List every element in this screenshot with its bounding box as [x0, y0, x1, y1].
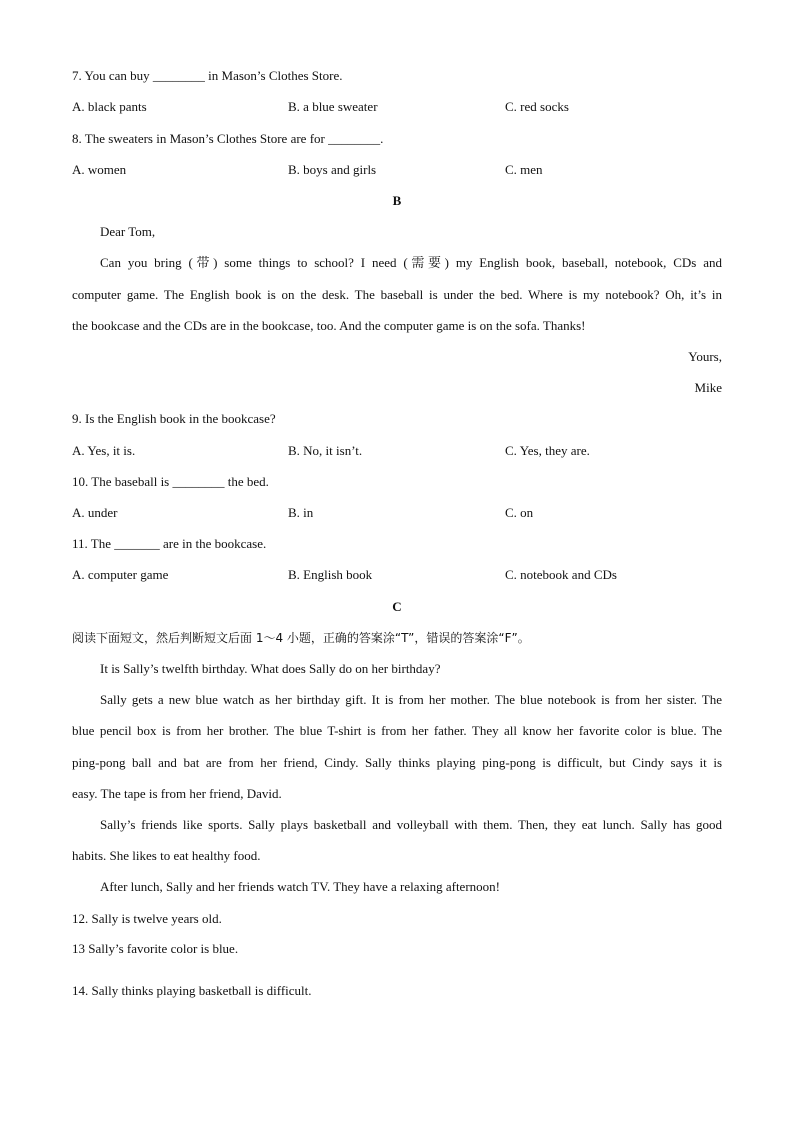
q11-option-c: C. notebook and CDs [505, 567, 617, 582]
statement-12: 12. Sally is twelve years old. [72, 911, 222, 926]
q7-option-a: A. black pants [72, 99, 147, 114]
question-9: 9. Is the English book in the bookcase? [72, 411, 276, 426]
question-7: 7. You can buy ________ in Mason’s Clothes Store. [72, 68, 343, 83]
letter-signature: Mike [694, 380, 722, 395]
q11-option-a: A. computer game [72, 567, 169, 582]
letter-paragraph-line: the bookcase and the CDs are in the bookcase, too. And the computer game is on the sofa. Thanks! [72, 318, 586, 333]
q11-option-b: B. English book [288, 567, 373, 582]
statement-13: 13 Sally’s favorite color is blue. [72, 941, 239, 956]
passage-line: habits. She likes to eat healthy food. [72, 848, 261, 863]
section-c-instruction: 阅读下面短文，然后判断短文后面 1～4 小题，正确的答案涂“T”，错误的答案涂“F”。 [72, 631, 530, 645]
document-page [72, 0, 722, 1123]
letter-greeting: Dear Tom, [100, 224, 156, 239]
statement-14: 14. Sally thinks playing basketball is difficult. [72, 983, 312, 998]
section-c-heading: C [392, 599, 402, 614]
section-b-heading: B [392, 193, 402, 208]
q7-option-b: B. a blue sweater [288, 99, 378, 114]
passage-line: easy. The tape is from her friend, David. [72, 786, 282, 801]
passage-line: Sally’s friends like sports. Sally plays basketball and volleyball with them. Then, they eat lunch. Sally has good [100, 817, 722, 832]
letter-paragraph-line: computer game. The English book is on the desk. The baseball is under the bed. Where is my notebook? Oh, it’s in [72, 287, 722, 302]
letter-paragraph-line: Can you bring (带) some things to school? I need (需要) my English book, baseball, notebook, CDs and [100, 255, 722, 270]
q9-option-a: A. Yes, it is. [72, 443, 136, 458]
passage-line: Sally gets a new blue watch as her birthday gift. It is from her mother. The blue notebook is from her sister. The [100, 692, 722, 707]
q10-option-a: A. under [72, 505, 118, 520]
passage-line: ping-pong ball and bat are from her friend, Cindy. Sally thinks playing ping-pong is difficult, but Cindy says it is [72, 755, 722, 770]
q10-option-b: B. in [288, 505, 314, 520]
passage-paragraph-4: After lunch, Sally and her friends watch TV. They have a relaxing afternoon! [100, 879, 500, 894]
question-11: 11. The _______ are in the bookcase. [72, 536, 267, 551]
question-8: 8. The sweaters in Mason’s Clothes Store are for ________. [72, 131, 384, 146]
q9-option-b: B. No, it isn’t. [288, 443, 363, 458]
letter-closing: Yours, [688, 349, 722, 364]
q8-option-b: B. boys and girls [288, 162, 377, 177]
q8-option-c: C. men [505, 162, 543, 177]
q8-option-a: A. women [72, 162, 127, 177]
q7-option-c: C. red socks [505, 99, 569, 114]
passage-paragraph-1: It is Sally’s twelfth birthday. What does Sally do on her birthday? [100, 661, 441, 676]
passage-line: blue pencil box is from her brother. The blue T-shirt is from her father. They all know her favorite color is blue. The [72, 723, 722, 738]
q10-option-c: C. on [505, 505, 534, 520]
question-10: 10. The baseball is ________ the bed. [72, 474, 269, 489]
q9-option-c: C. Yes, they are. [505, 443, 590, 458]
